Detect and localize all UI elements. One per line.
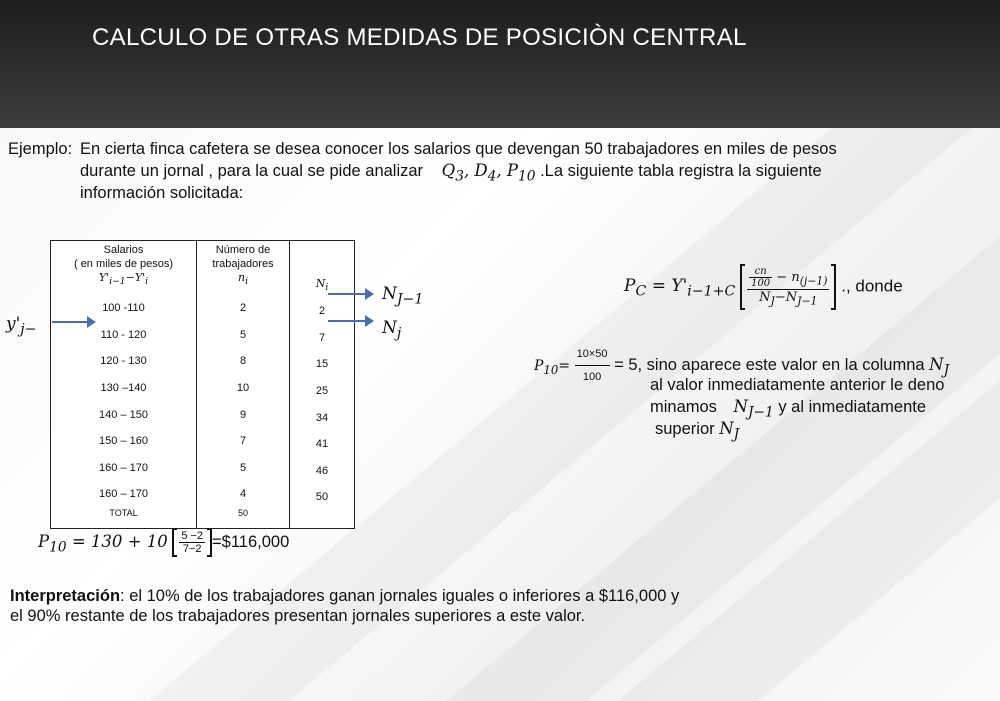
header-cumulative-math: $N_i$ xyxy=(315,276,329,293)
p10-line3-pre: minamos xyxy=(650,398,717,416)
cell-cumulative: 41 xyxy=(290,428,355,455)
percentile-formula xyxy=(624,264,903,310)
page-title: CALCULO DE OTRAS MEDIDAS DE POSICIÒN CENTRAL xyxy=(92,24,747,51)
cell-frequency: 2 xyxy=(197,295,290,322)
header-workers-text: Número de trabajadores xyxy=(212,244,274,270)
header-workers xyxy=(197,241,290,296)
cell-frequency: 5 xyxy=(197,455,290,482)
p10-line1-text: = 5, sino aparece este valor en la columna xyxy=(614,355,925,374)
example-line3: información solicitada: xyxy=(80,184,244,202)
cell-total-value: 50 xyxy=(197,508,290,529)
cell-cumulative: 7 xyxy=(290,322,355,349)
calc-lhs: $P_{10} = 130 + 10$ xyxy=(38,531,168,556)
header-bar xyxy=(0,0,1000,128)
cell-cumulative: 25 xyxy=(290,375,355,402)
cell-frequency: 4 xyxy=(197,481,290,508)
formula-numerator: $\frac{cn}{100}$ − $n_{(j-1)}$ xyxy=(747,266,829,290)
cell-frequency: 9 xyxy=(197,401,290,428)
example-line1: En cierta finca cafetera se desea conocer los salarios que devengan 50 trabajadores en miles de pesos xyxy=(80,140,837,158)
cell-salary-range: 140 – 150 xyxy=(51,401,197,428)
cell-cumulative: 34 xyxy=(290,401,355,428)
cell-total-label: TOTAL xyxy=(51,508,197,529)
p10-numerator: 10×50 xyxy=(575,343,610,366)
nj1-arrow xyxy=(328,293,372,295)
example-line2-post: .La siguiente tabla registra la siguiente xyxy=(540,162,822,180)
cell-salary-range: 110 - 120 xyxy=(51,322,197,349)
table-row xyxy=(51,295,355,322)
header-workers-math: $n_i$ xyxy=(237,271,249,288)
interpretation-text1: : el 10% de los trabajadores ganan jornales iguales o inferiores a $116,000 y xyxy=(120,587,680,605)
formula-fraction xyxy=(747,266,829,308)
example-line2-pre: durante un jornal , para la cual se pide analizar xyxy=(80,162,424,180)
interpretation-line2: el 90% restante de los trabajadores presentan jornales superiores a este valor. xyxy=(10,607,586,625)
cell-frequency: 5 xyxy=(197,322,290,349)
p10-lhs: $P_{10}=$ xyxy=(534,357,570,377)
formula-suffix: ., donde xyxy=(841,276,903,296)
p10-line3-math: $N_{J-1}$ xyxy=(733,397,774,421)
yj-label: $y'_{j-}$ xyxy=(6,314,37,338)
header-salary-text: Salarios ( en miles de pesos) xyxy=(73,244,174,270)
nj-arrow xyxy=(328,320,372,322)
interpretation-label: Interpretación xyxy=(10,587,121,605)
example-label: Ejemplo: xyxy=(8,140,73,158)
example-line2-math: $Q_3$, $D_4$, $P_{10}$ xyxy=(441,161,536,185)
formula-lhs: $P_C = Y'_{i-1+C}$ xyxy=(624,276,736,300)
cell-frequency: 7 xyxy=(197,428,290,455)
table-row xyxy=(51,322,355,349)
cell-frequency: 8 xyxy=(197,348,290,375)
cell-cumulative: 2 xyxy=(290,295,355,322)
nj1-label: $N_{J-1}$ xyxy=(382,284,424,308)
yj-arrow xyxy=(52,321,94,323)
calc-fraction xyxy=(179,530,205,555)
nj-label: $N_j$ xyxy=(382,318,402,342)
cell-salary-range: 160 – 170 xyxy=(51,481,197,508)
cell-cumulative: 46 xyxy=(290,455,355,482)
cell-cumulative: 50 xyxy=(290,481,355,508)
cell-salary-range: 100 -110 xyxy=(51,295,197,322)
p10-line4 xyxy=(655,418,739,445)
header-cumulative xyxy=(290,241,355,296)
cell-salary-range: 120 - 130 xyxy=(51,348,197,375)
table-header-row xyxy=(51,241,355,296)
calc-numerator: 5 −2 xyxy=(181,530,204,542)
p10-line2: al valor inmediatamente anterior le deno xyxy=(650,376,945,394)
interpretation-line1 xyxy=(10,585,679,607)
table-row xyxy=(51,375,355,402)
cell-salary-range: 130 –140 xyxy=(51,375,197,402)
cell-frequency: 10 xyxy=(197,375,290,402)
p10-line3-post: y al inmediatamente xyxy=(778,398,927,416)
header-salary xyxy=(51,241,197,296)
p10-denominator: 100 xyxy=(582,371,602,383)
p10-calculation xyxy=(38,528,289,557)
cell-cumulative: 15 xyxy=(290,348,355,375)
frequency-table xyxy=(50,240,355,529)
table-row xyxy=(51,401,355,428)
calc-denominator: 7−2 xyxy=(182,543,202,555)
p10-line4-math: $N_J$ xyxy=(719,419,740,443)
table-row xyxy=(51,428,355,455)
table-row xyxy=(51,348,355,375)
cell-salary-range: 150 – 160 xyxy=(51,428,197,455)
calc-result: =$116,000 xyxy=(212,532,290,551)
header-salary-math: $Y'_{i-1}-Y'_i$ xyxy=(98,271,149,288)
table-total-row xyxy=(51,508,355,529)
cell-total-empty xyxy=(290,508,355,529)
p10-fraction xyxy=(575,343,610,388)
table-row xyxy=(51,481,355,508)
p10-line1-math: $N_J$ xyxy=(929,354,950,379)
p10-line4-pre: superior xyxy=(655,420,715,438)
table-row xyxy=(51,455,355,482)
cell-salary-range: 160 – 170 xyxy=(51,455,197,482)
calc-bracket xyxy=(172,528,212,557)
formula-denominator: $N_J-N_{J-1}$ xyxy=(759,290,818,308)
formula-bracket xyxy=(740,264,836,310)
